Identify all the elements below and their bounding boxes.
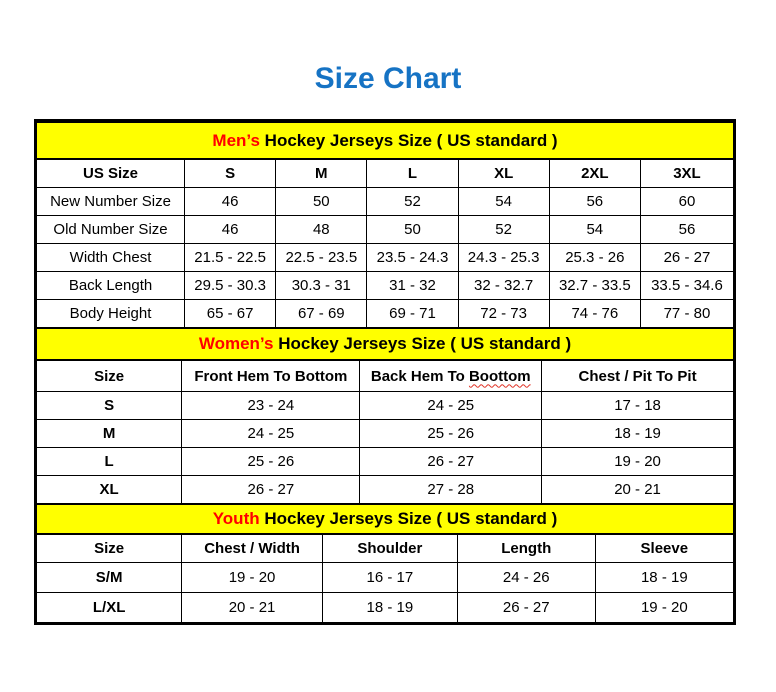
youth-band-text: Hockey Jerseys Size ( US standard ) [259,509,558,528]
youth-band-highlight: Youth [212,509,260,528]
mens-column-header-4: XL [458,159,549,188]
womens-row-label: M [37,420,182,448]
mens-value-cell: 72 - 73 [458,300,549,328]
mens-value-cell: 22.5 - 23.5 [276,244,367,272]
mens-value-cell: 29.5 - 30.3 [185,272,276,300]
womens-value-cell: 25 - 26 [182,448,360,476]
mens-value-cell: 21.5 - 22.5 [185,244,276,272]
youth-value-cell: 19 - 20 [595,593,733,623]
mens-value-cell: 46 [185,188,276,216]
mens-column-header-0: US Size [37,159,185,188]
womens-row-label: L [37,448,182,476]
mens-row-label: Old Number Size [37,216,185,244]
mens-band-highlight: Men’s [212,130,260,150]
womens-column-header-2 [360,360,542,392]
mens-value-cell: 32 - 32.7 [458,272,549,300]
womens-value-cell: 18 - 19 [542,420,733,448]
youth-column-header-4: Sleeve [595,534,733,563]
mens-value-cell: 65 - 67 [185,300,276,328]
mens-value-cell: 46 [185,216,276,244]
mens-value-cell: 30.3 - 31 [276,272,367,300]
womens-row-label: S [37,392,182,420]
misspelled-word-squiggle: Boottom [468,367,531,385]
womens-column-header-1: Front Hem To Bottom [182,360,360,392]
mens-value-cell: 26 - 27 [640,244,733,272]
womens-row-1 [37,420,733,448]
womens-value-cell: 19 - 20 [542,448,733,476]
mens-value-cell: 25.3 - 26 [549,244,640,272]
mens-value-cell: 32.7 - 33.5 [549,272,640,300]
mens-value-cell: 74 - 76 [549,300,640,328]
mens-row-1 [37,216,733,244]
mens-column-header-2: M [276,159,367,188]
womens-band-text: Hockey Jerseys Size ( US standard ) [273,334,572,353]
mens-column-header-3: L [367,159,458,188]
mens-value-cell: 56 [640,216,733,244]
womens-column-header-0: Size [37,360,182,392]
mens-value-cell: 48 [276,216,367,244]
youth-row-label: L/XL [37,593,182,623]
mens-value-cell: 54 [549,216,640,244]
youth-row-0 [37,563,733,593]
mens-row-label: Body Height [37,300,185,328]
youth-value-cell: 26 - 27 [457,593,595,623]
page-title: Size Chart [314,62,462,95]
mens-value-cell: 56 [549,188,640,216]
womens-row-3 [37,476,733,504]
womens-column-header-3: Chest / Pit To Pit [542,360,733,392]
mens-row-label: Width Chest [37,244,185,272]
mens-column-header-1: S [185,159,276,188]
womens-value-cell: 24 - 25 [182,420,360,448]
womens-value-cell: 26 - 27 [182,476,360,504]
mens-value-cell: 67 - 69 [276,300,367,328]
mens-column-header-5: 2XL [549,159,640,188]
mens-column-header-6: 3XL [640,159,733,188]
mens-value-cell: 50 [276,188,367,216]
mens-value-cell: 69 - 71 [367,300,458,328]
womens-value-cell: 17 - 18 [542,392,733,420]
womens-row-2 [37,448,733,476]
youth-column-header-2: Shoulder [322,534,457,563]
youth-value-cell: 19 - 20 [182,563,323,593]
column-header-text: Back Hem To [370,367,469,385]
mens-value-cell: 24.3 - 25.3 [458,244,549,272]
youth-value-cell: 16 - 17 [322,563,457,593]
youth-section-band [37,504,733,534]
mens-value-cell: 52 [458,216,549,244]
youth-column-header-1: Chest / Width [182,534,323,563]
womens-section-band [37,328,733,360]
womens-value-cell: 27 - 28 [360,476,542,504]
mens-section-band [37,123,733,160]
mens-row-label: Back Length [37,272,185,300]
mens-value-cell: 60 [640,188,733,216]
mens-value-cell: 77 - 80 [640,300,733,328]
mens-row-4 [37,300,733,328]
youth-row-1 [37,593,733,623]
size-tables-container [34,119,736,625]
womens-value-cell: 24 - 25 [360,392,542,420]
womens-row-label: XL [37,476,182,504]
mens-value-cell: 54 [458,188,549,216]
mens-row-label: New Number Size [37,188,185,216]
mens-value-cell: 23.5 - 24.3 [367,244,458,272]
mens-row-2 [37,244,733,272]
womens-row-0 [37,392,733,420]
youth-value-cell: 18 - 19 [595,563,733,593]
youth-value-cell: 18 - 19 [322,593,457,623]
womens-value-cell: 25 - 26 [360,420,542,448]
womens-size-table [37,327,733,503]
womens-value-cell: 26 - 27 [360,448,542,476]
mens-band-text: Hockey Jerseys Size ( US standard ) [259,130,558,150]
mens-value-cell: 52 [367,188,458,216]
mens-size-table [37,122,733,327]
mens-value-cell: 33.5 - 34.6 [640,272,733,300]
mens-row-0 [37,188,733,216]
mens-row-3 [37,272,733,300]
youth-row-label: S/M [37,563,182,593]
womens-value-cell: 23 - 24 [182,392,360,420]
mens-value-cell: 50 [367,216,458,244]
youth-column-header-0: Size [37,534,182,563]
youth-column-header-3: Length [457,534,595,563]
womens-value-cell: 20 - 21 [542,476,733,504]
youth-value-cell: 24 - 26 [457,563,595,593]
youth-value-cell: 20 - 21 [182,593,323,623]
mens-value-cell: 31 - 32 [367,272,458,300]
youth-size-table [37,503,733,622]
womens-band-highlight: Women’s [198,334,274,353]
